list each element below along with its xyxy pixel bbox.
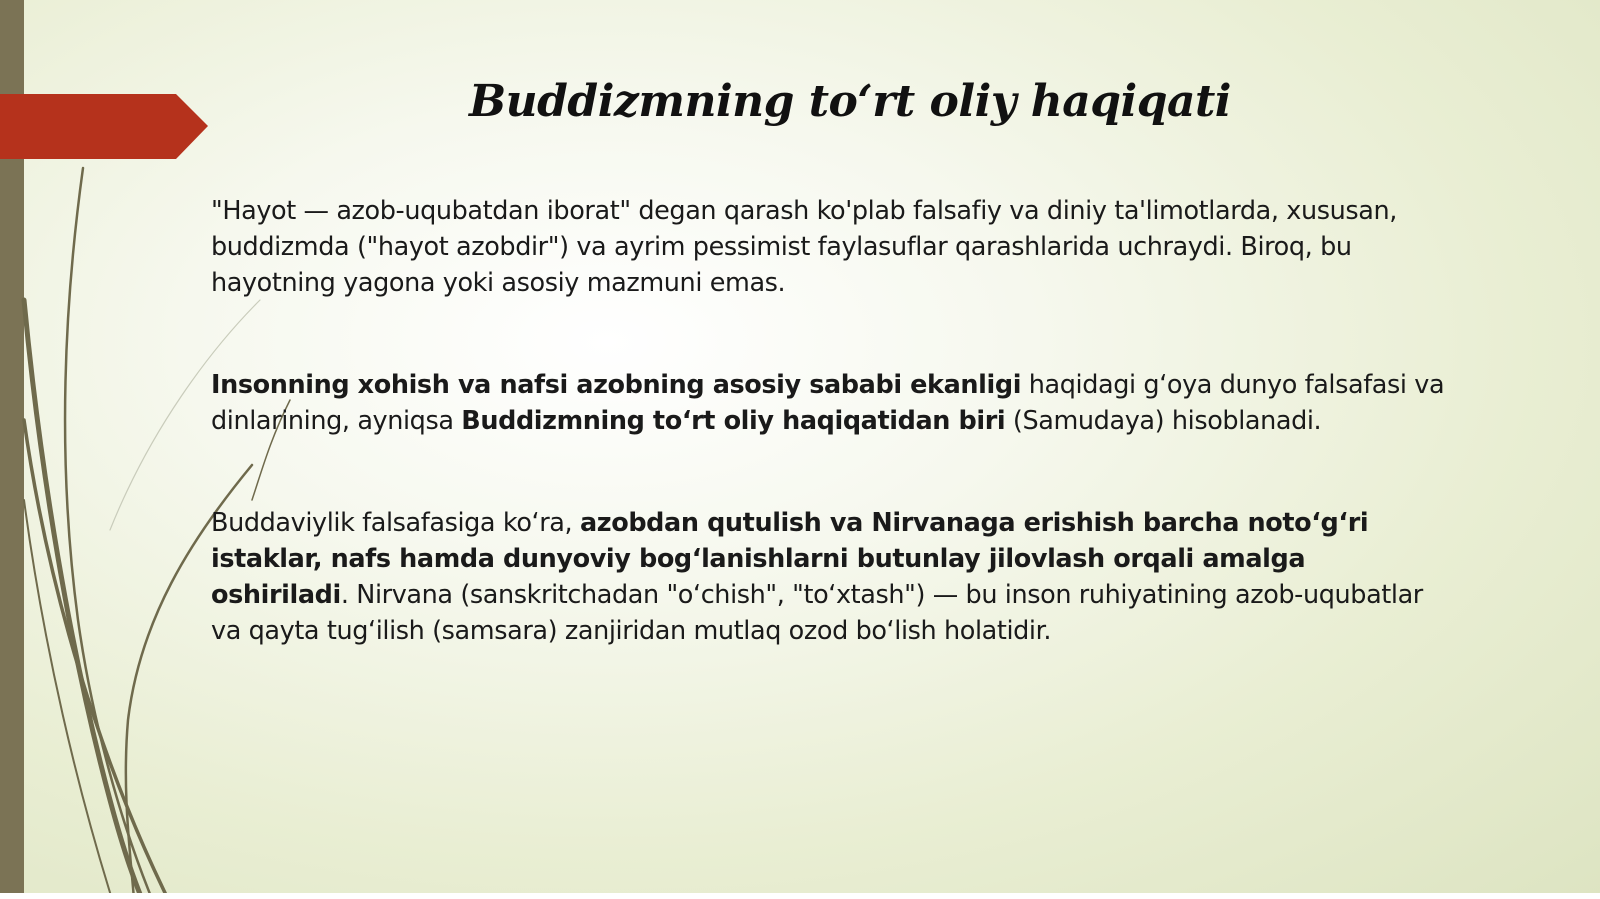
paragraph-2 bbox=[211, 367, 1451, 439]
bottom-strip bbox=[0, 893, 1600, 899]
paragraph-3 bbox=[211, 505, 1451, 649]
paragraph-3-text-1: Buddaviylik falsafasiga ko‘ra, bbox=[211, 508, 580, 538]
paragraph-2-text-1: haqidagi g‘oya dunyo falsafasi va dinlarining, ayniqsa bbox=[211, 370, 1445, 436]
paragraph-2-bold-1: Insonning xohish va nafsi azobning asosiy sababi ekanligi bbox=[211, 370, 1022, 400]
slide-body bbox=[211, 193, 1451, 649]
paragraph-2-text-2: (Samudaya) hisoblanadi. bbox=[1005, 406, 1322, 436]
paragraph-3-bold-1: azobdan qutulish va Nirvanaga erishish barcha noto‘g‘ri istaklar, nafs hamda dunyoviy bog‘lanishlarni butunlay jilovlash orqali amalga oshiriladi bbox=[211, 508, 1369, 610]
paragraph-3-text-2: . Nirvana (sanskritchadan "o‘chish", "to‘xtash") — bu inson ruhiyatining azob-uqubatlar va qayta tug‘ilish (samsara) zanjiridan mutlaq ozod bo‘lish holatidir. bbox=[211, 580, 1423, 646]
slide-title: Buddizmning to‘rt oliy haqiqati bbox=[468, 76, 1232, 127]
paragraph-1 bbox=[211, 193, 1451, 301]
paragraph-1-text: "Hayot — azob-uqubatdan iborat" degan qarash ko'plab falsafiy va diniy ta'limotlarda, xususan, buddizmda ("hayot azobdir") va ayrim pessimist faylasuflar qarashlarida uchraydi. Biroq, bu hayotning yagona yoki asosiy mazmuni emas. bbox=[211, 196, 1397, 298]
paragraph-2-bold-2: Buddizmning to‘rt oliy haqiqatidan biri bbox=[461, 406, 1006, 436]
